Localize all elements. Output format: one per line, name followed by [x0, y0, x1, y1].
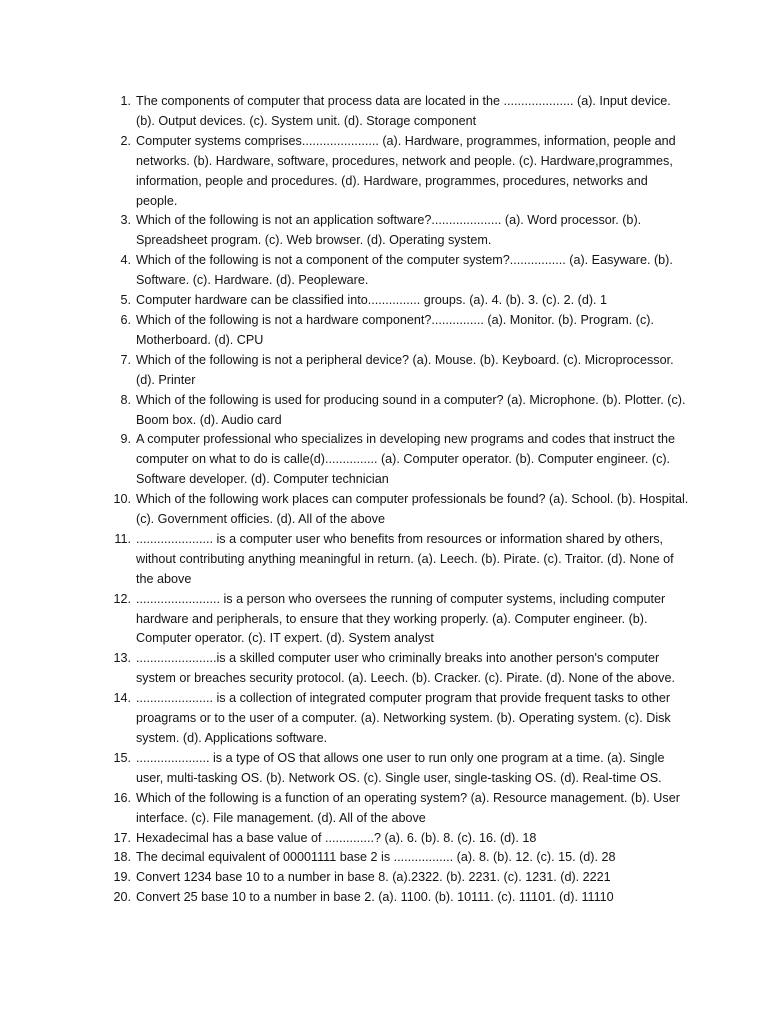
- question-text: ...................... is a computer user who benefits from resources or information shared by others, without contributing anything meaningful in return. (a). Leech. (b). Pirate. (c). Traitor. (d). None of the above: [136, 531, 674, 586]
- question-item: [107, 888, 692, 908]
- question-text: Which of the following is not a component of the computer system?................ (a). Easyware. (b). Software. (c). Hardware. (d). Peopleware.: [136, 253, 673, 288]
- question-number: 5.: [120, 293, 131, 308]
- question-item: [107, 490, 692, 530]
- question-number: 9.: [120, 432, 131, 447]
- question-list: [107, 92, 692, 908]
- question-number: 17.: [113, 830, 131, 845]
- question-number: 16.: [113, 790, 131, 805]
- question-item: [107, 291, 692, 311]
- question-number: 1.: [120, 94, 131, 108]
- question-item: [107, 749, 692, 789]
- question-item: [107, 351, 692, 391]
- question-number: 3.: [120, 213, 131, 228]
- question-item: [107, 211, 692, 251]
- question-item: [107, 311, 692, 351]
- question-item: [107, 649, 692, 689]
- question-text: Convert 25 base 10 to a number in base 2. (a). 1100. (b). 10111. (c). 11101. (d). 11110: [136, 890, 614, 905]
- question-text: Which of the following is not an application software?.................... (a). Word processor. (b). Spreadsheet program. (c). Web browser. (d). Operating system.: [136, 213, 642, 248]
- question-text: Which of the following is a function of an operating system? (a). Resource management. (b). User interface. (c). File management. (d). All of the above: [136, 790, 680, 825]
- question-text: ..................... is a type of OS that allows one user to run only one program at a time. (a). Single user, multi-tasking OS. (b). Network OS. (c). Single user, single-tasking OS. (d). Real-time OS.: [136, 750, 665, 785]
- question-number: 2.: [120, 133, 131, 148]
- question-text: Which of the following is used for producing sound in a computer? (a). Microphone. (b). Plotter. (c). Boom box. (d). Audio card: [136, 392, 686, 427]
- question-text: Which of the following work places can computer professionals be found? (a). School. (b). Hospital. (c). Government officies. (d). All of the above: [136, 492, 689, 527]
- question-text: ........................ is a person who oversees the running of computer systems, including computer hardware and peripherals, to ensure that they working properly. (a). Computer engineer. (b). Computer operator. (c). IT expert. (d). System analyst: [136, 591, 666, 646]
- question-number: 6.: [120, 312, 131, 327]
- question-text: Convert 1234 base 10 to a number in base 8. (a).2322. (b). 2231. (c). 1231. (d). 2221: [136, 870, 611, 885]
- question-item: [107, 590, 692, 650]
- question-number: 20.: [113, 890, 131, 905]
- question-item: [107, 132, 692, 212]
- question-item: [107, 848, 692, 868]
- question-number: 10.: [113, 492, 131, 507]
- question-item: [107, 92, 692, 132]
- question-number: 15.: [113, 750, 131, 765]
- question-number: 4.: [120, 253, 131, 268]
- question-number: 13.: [113, 651, 131, 666]
- question-item: [107, 789, 692, 829]
- question-text: A computer professional who specializes in developing new programs and codes that instruct the computer on what to do is calle(d)............... (a). Computer operator. (b). Computer engineer. (c). Software developer. (d). Computer technician: [136, 432, 676, 487]
- question-item: [107, 430, 692, 490]
- question-item: [107, 689, 692, 749]
- question-item: [107, 251, 692, 291]
- question-number: 14.: [113, 691, 131, 706]
- question-number: 19.: [113, 870, 131, 885]
- question-text: The decimal equivalent of 00001111 base 2 is ................. (a). 8. (b). 12. (c). 15. (d). 28: [136, 850, 616, 865]
- question-number: 11.: [114, 531, 131, 546]
- question-item: [107, 391, 692, 431]
- question-text: .......................is a skilled computer user who criminally breaks into another person's computer system or breaches security protocol. (a). Leech. (b). Cracker. (c). Pirate. (d). None of the above.: [136, 651, 675, 686]
- question-text: ...................... is a collection of integrated computer program that provide frequent tasks to other proagrams or to the user of a computer. (a). Networking system. (b). Operating system. (c). Disk system. (d). Applications software.: [136, 691, 671, 745]
- question-text: The components of computer that process data are located in the .................... (a). Input device. (b). Output devices. (c). System unit. (d). Storage component: [136, 94, 671, 128]
- question-text: Hexadecimal has a base value of ..............? (a). 6. (b). 8. (c). 16. (d). 18: [136, 830, 537, 845]
- question-text: Which of the following is not a hardware component?............... (a). Monitor. (b). Program. (c). Motherboard. (d). CPU: [136, 312, 654, 347]
- question-number: 7.: [120, 352, 131, 367]
- question-text: Computer systems comprises...................... (a). Hardware, programmes, information, people and networks. (b). Hardware, software, procedures, network and people. (c). Hardware,programmes, information, people and procedures. (d). Hardware, programmes, procedures, networks and people.: [136, 133, 676, 208]
- question-item: [107, 868, 692, 888]
- question-number: 8.: [120, 392, 131, 407]
- question-item: [107, 530, 692, 590]
- question-number: 12.: [113, 591, 131, 606]
- question-text: Computer hardware can be classified into............... groups. (a). 4. (b). 3. (c). 2. (d). 1: [136, 293, 608, 308]
- question-number: 18.: [113, 850, 131, 865]
- question-item: [107, 829, 692, 849]
- question-text: Which of the following is not a peripheral device? (a). Mouse. (b). Keyboard. (c). Microprocessor. (d). Printer: [136, 352, 674, 387]
